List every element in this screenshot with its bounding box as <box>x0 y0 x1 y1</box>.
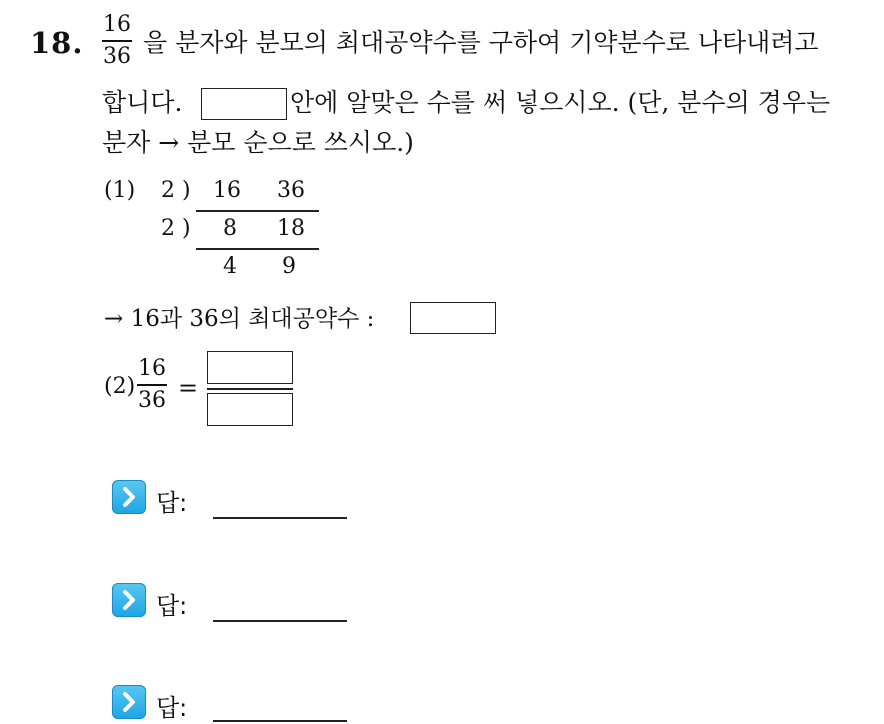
part1-row3-a: 4 <box>223 254 237 279</box>
part2-label: (2) <box>104 374 136 399</box>
part2-numerator-box[interactable] <box>207 351 293 384</box>
question-line-3: 분자 → 분모 순으로 쓰시오.) <box>102 128 414 157</box>
part1-row2-a: 8 <box>223 216 237 241</box>
part1-label: (1) <box>104 178 136 203</box>
inline-blank-box[interactable] <box>201 88 287 120</box>
answer-label-2: 답: <box>156 592 188 620</box>
part2-fraction <box>137 358 167 412</box>
gcd-statement <box>104 306 374 334</box>
gcd-number-2: 36 <box>189 306 219 332</box>
fraction-denominator: 36 <box>103 43 131 69</box>
answer-blank-3[interactable] <box>213 720 347 722</box>
question-line-2-end: 안에 알맞은 수를 써 넣으시오. (단, 분수의 경우는 <box>290 88 831 117</box>
part1-divisor-1: 2 <box>161 178 175 203</box>
part2-numerator: 16 <box>138 356 166 381</box>
gcd-text: 의 최대공약수 : <box>218 306 375 332</box>
chevron-right-icon <box>112 480 146 514</box>
gcd-number-1: 16 <box>130 306 160 332</box>
gcd-particle: 과 <box>159 306 183 332</box>
part2-result-fraction-bar <box>207 388 293 390</box>
fraction-numerator: 16 <box>103 12 131 37</box>
answer-label-1: 답: <box>156 489 188 517</box>
answer-blank-1[interactable] <box>213 517 347 519</box>
part1-row3-b: 9 <box>282 254 296 279</box>
part1-row1-b: 36 <box>277 178 305 203</box>
question-line-1: 을 분자와 분모의 최대공약수를 구하여 기약분수로 나타내려고 <box>143 28 819 57</box>
part1-division-line-2 <box>196 248 319 250</box>
part2-denominator: 36 <box>138 387 166 413</box>
part1-row1-a: 16 <box>213 178 241 203</box>
part1-paren-1: ) <box>182 178 191 203</box>
part1-divisor-2: 2 <box>161 216 175 241</box>
fraction-bar <box>102 40 132 42</box>
part2-equals: = <box>178 374 199 402</box>
part2-denominator-box[interactable] <box>207 393 293 426</box>
chevron-right-icon <box>112 685 146 719</box>
answer-label-3: 답: <box>156 694 188 722</box>
part1-row2-b: 18 <box>277 216 305 241</box>
question-number: 18. <box>30 26 84 60</box>
part2-fraction-bar <box>137 384 167 386</box>
part1-paren-2: ) <box>182 216 191 241</box>
question-line-2-start: 합니다. <box>102 88 183 117</box>
question-fraction <box>102 14 132 68</box>
gcd-answer-box[interactable] <box>410 302 496 334</box>
chevron-right-icon <box>112 583 146 617</box>
answer-blank-2[interactable] <box>213 620 347 622</box>
part1-division-line-1 <box>196 210 319 212</box>
gcd-arrow: → <box>104 306 124 332</box>
